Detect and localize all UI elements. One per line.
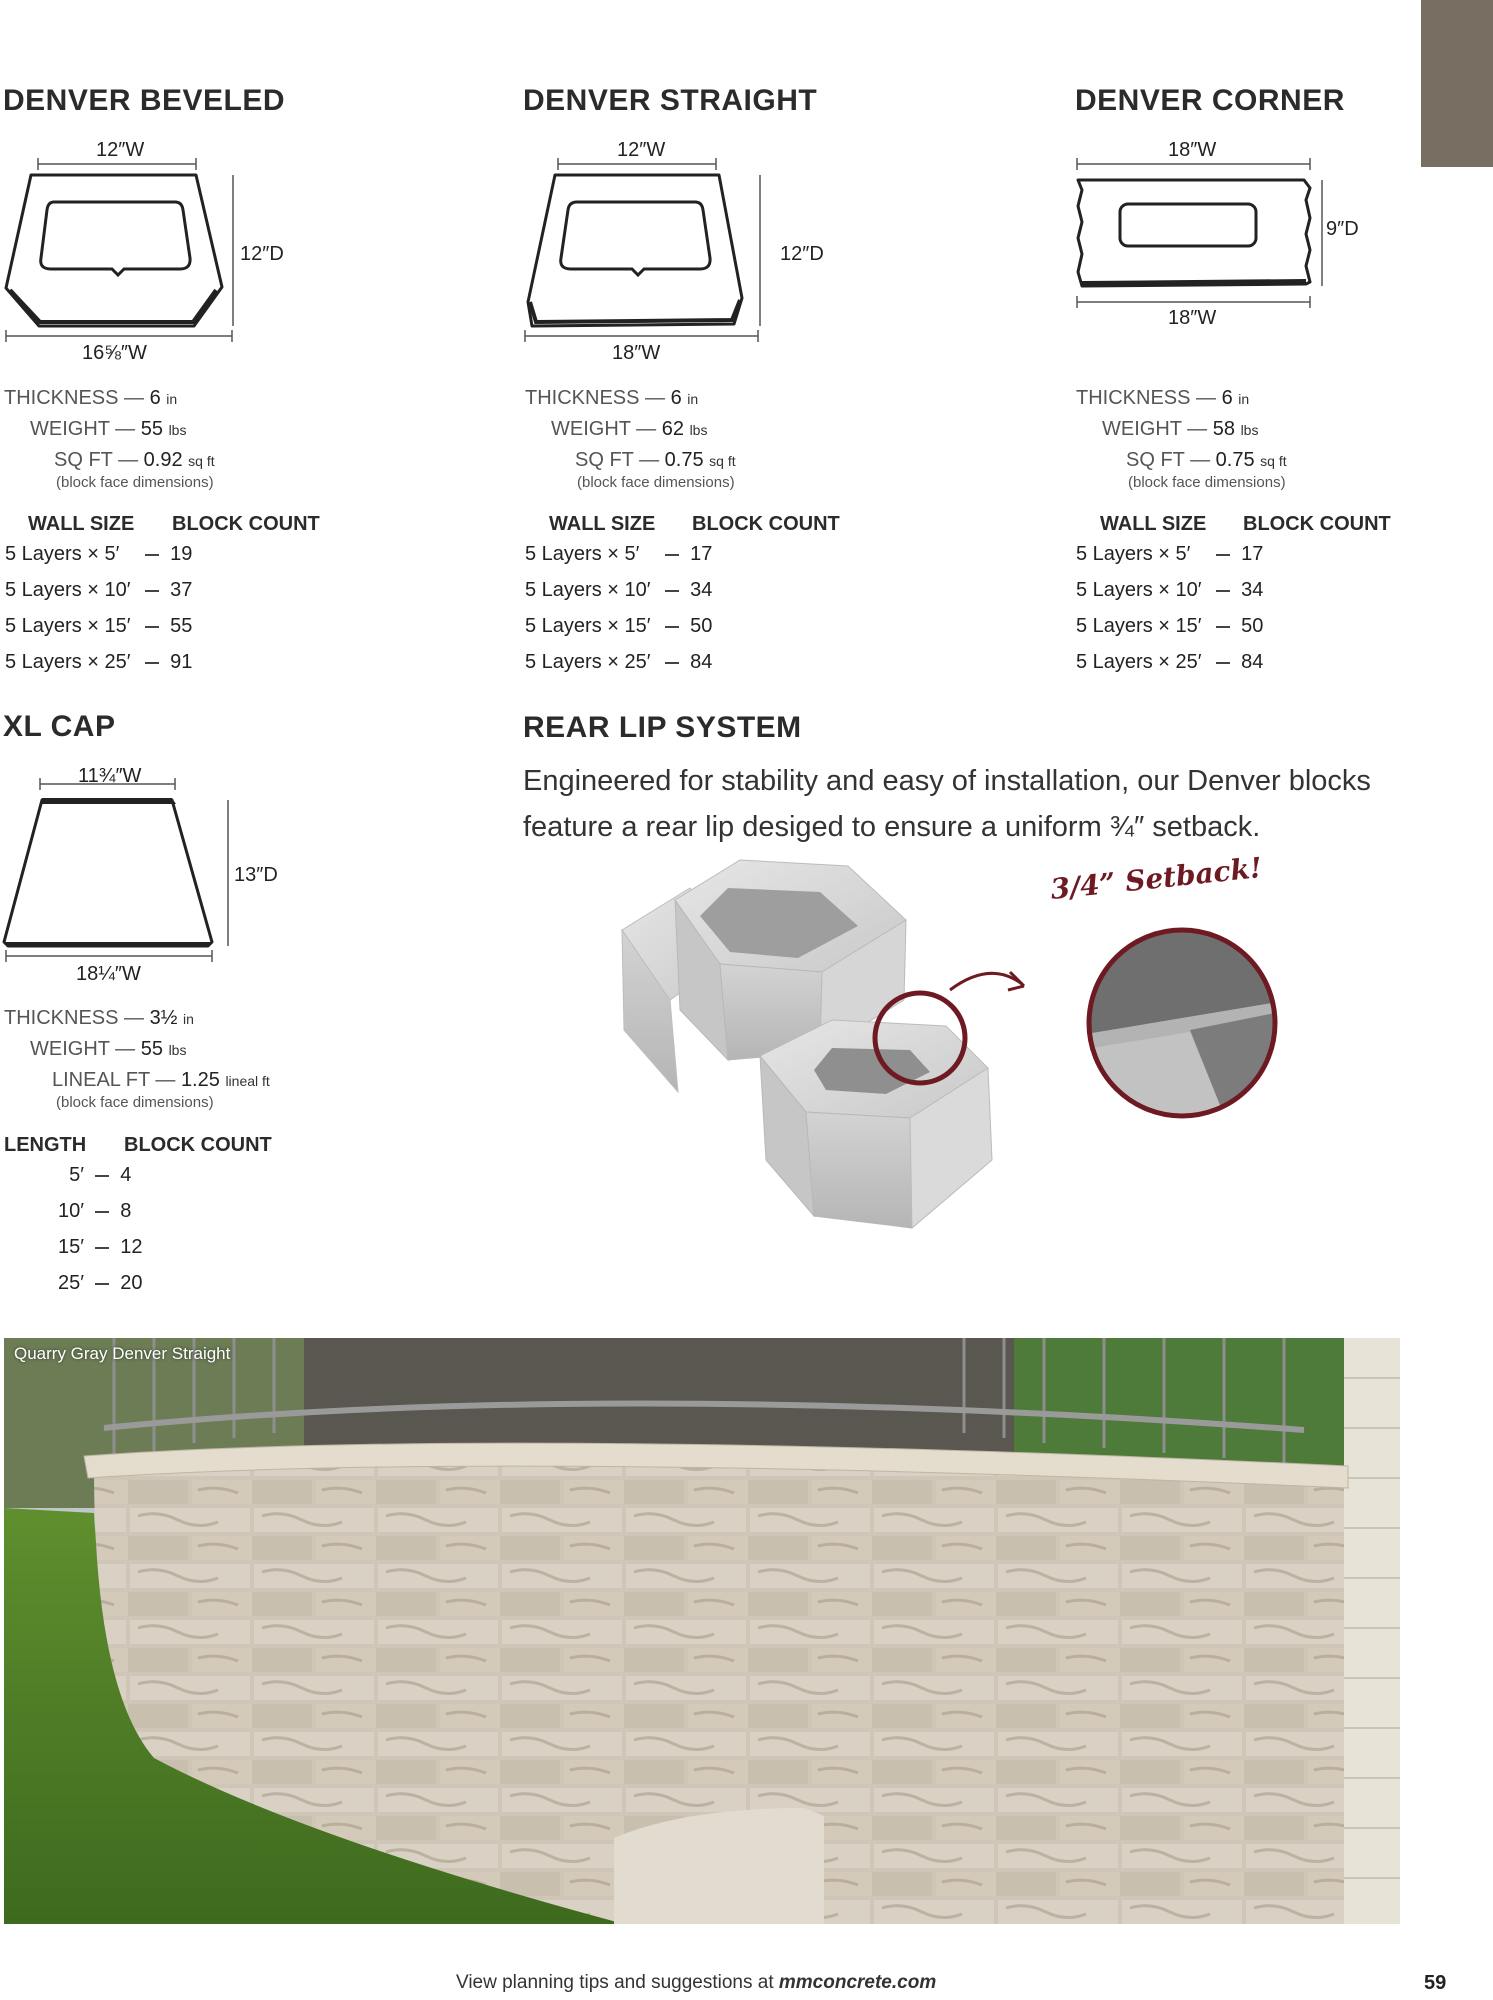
top-dimension: 11¾″W xyxy=(78,765,142,787)
weight-spec: WEIGHT — 55 lbs xyxy=(30,1038,187,1060)
count-row: 5 Layers × 5′ 19 xyxy=(5,543,193,565)
xl-cap-diagram xyxy=(0,770,240,970)
dimension-note: (block face dimensions) xyxy=(56,1094,214,1111)
rear-lip-illustration xyxy=(610,860,1270,1260)
wall-size-header: WALL SIZE xyxy=(1100,513,1207,535)
wall-size-header: WALL SIZE xyxy=(28,513,135,535)
count-row: 15′ 12 xyxy=(58,1236,143,1258)
block-count-header: BLOCK COUNT xyxy=(172,513,320,535)
side-dimension: 13″D xyxy=(234,864,278,886)
footer-text: View planning tips and suggestions at mmconcrete.com xyxy=(456,1972,937,1993)
thickness-spec: THICKNESS — 3½ in xyxy=(4,1007,194,1029)
weight-spec: WEIGHT — 62 lbs xyxy=(551,418,708,440)
wall-photo xyxy=(4,1338,1400,1924)
dimension-note: (block face dimensions) xyxy=(577,474,735,491)
footer-link[interactable]: mmconcrete.com xyxy=(778,1972,937,1993)
bottom-dimension: 18¼″W xyxy=(76,963,141,985)
wall-size-header: WALL SIZE xyxy=(549,513,656,535)
weight-spec: WEIGHT — 58 lbs xyxy=(1102,418,1259,440)
lineal-spec: LINEAL FT — 1.25 lineal ft xyxy=(52,1069,270,1091)
area-spec: SQ FT — 0.92 sq ft xyxy=(54,449,215,471)
count-row: 10′ 8 xyxy=(58,1200,132,1222)
area-spec: SQ FT — 0.75 sq ft xyxy=(1126,449,1287,471)
thickness-spec: THICKNESS — 6 in xyxy=(1076,387,1250,409)
bottom-dimension: 18″W xyxy=(612,342,661,364)
count-row: 5 Layers × 5′ 17 xyxy=(525,543,713,565)
photo-caption: Quarry Gray Denver Straight xyxy=(14,1344,231,1363)
top-dimension: 12″W xyxy=(96,139,145,161)
straight-block-diagram xyxy=(520,150,770,350)
count-row: 5 Layers × 10′ 34 xyxy=(525,579,713,601)
dimension-note: (block face dimensions) xyxy=(1128,474,1286,491)
count-row: 5 Layers × 10′ 34 xyxy=(1076,579,1264,601)
beveled-block-diagram xyxy=(0,150,250,350)
length-header: LENGTH xyxy=(4,1134,87,1156)
section-title: REAR LIP SYSTEM xyxy=(523,711,802,744)
block-count-header: BLOCK COUNT xyxy=(124,1134,272,1156)
count-row: 5 Layers × 15′ 55 xyxy=(5,615,193,637)
corner-block-diagram xyxy=(1070,150,1330,320)
count-row: 5 Layers × 25′ 84 xyxy=(525,651,713,673)
thickness-spec: THICKNESS — 6 in xyxy=(4,387,178,409)
top-dimension: 18″W xyxy=(1168,139,1217,161)
product-title: XL CAP xyxy=(3,710,116,743)
count-row: 5 Layers × 5′ 17 xyxy=(1076,543,1264,565)
count-row: 5 Layers × 15′ 50 xyxy=(1076,615,1264,637)
dimension-note: (block face dimensions) xyxy=(56,474,214,491)
setback-callout: 3/4” Setback! xyxy=(1048,850,1264,907)
weight-spec: WEIGHT — 55 lbs xyxy=(30,418,187,440)
page-number: 59 xyxy=(1424,1972,1447,1994)
top-dimension: 12″W xyxy=(617,139,666,161)
page-tab xyxy=(1421,0,1493,167)
product-title: DENVER CORNER xyxy=(1075,84,1345,117)
area-spec: SQ FT — 0.75 sq ft xyxy=(575,449,736,471)
side-dimension: 12″D xyxy=(240,243,284,265)
count-row: 5 Layers × 25′ 91 xyxy=(5,651,193,673)
count-row: 5 Layers × 25′ 84 xyxy=(1076,651,1264,673)
retaining-wall-image xyxy=(4,1338,1400,1924)
count-row: 5 Layers × 10′ 37 xyxy=(5,579,193,601)
bottom-dimension: 16⅝″W xyxy=(82,342,147,364)
bottom-dimension: 18″W xyxy=(1168,307,1217,329)
side-dimension: 12″D xyxy=(780,243,824,265)
thickness-spec: THICKNESS — 6 in xyxy=(525,387,699,409)
section-description: Engineered for stability and easy of installation, our Denver blocks feature a rear lip desiged to ensure a uniform ¾″ setback. xyxy=(523,765,1371,843)
block-count-header: BLOCK COUNT xyxy=(692,513,840,535)
count-row: 5 Layers × 15′ 50 xyxy=(525,615,713,637)
product-title: DENVER BEVELED xyxy=(3,84,286,117)
count-row: 25′ 20 xyxy=(58,1272,143,1294)
block-count-header: BLOCK COUNT xyxy=(1243,513,1391,535)
product-title: DENVER STRAIGHT xyxy=(523,84,818,117)
count-row: 5′ 4 xyxy=(69,1164,132,1186)
side-dimension: 9″D xyxy=(1326,218,1359,240)
